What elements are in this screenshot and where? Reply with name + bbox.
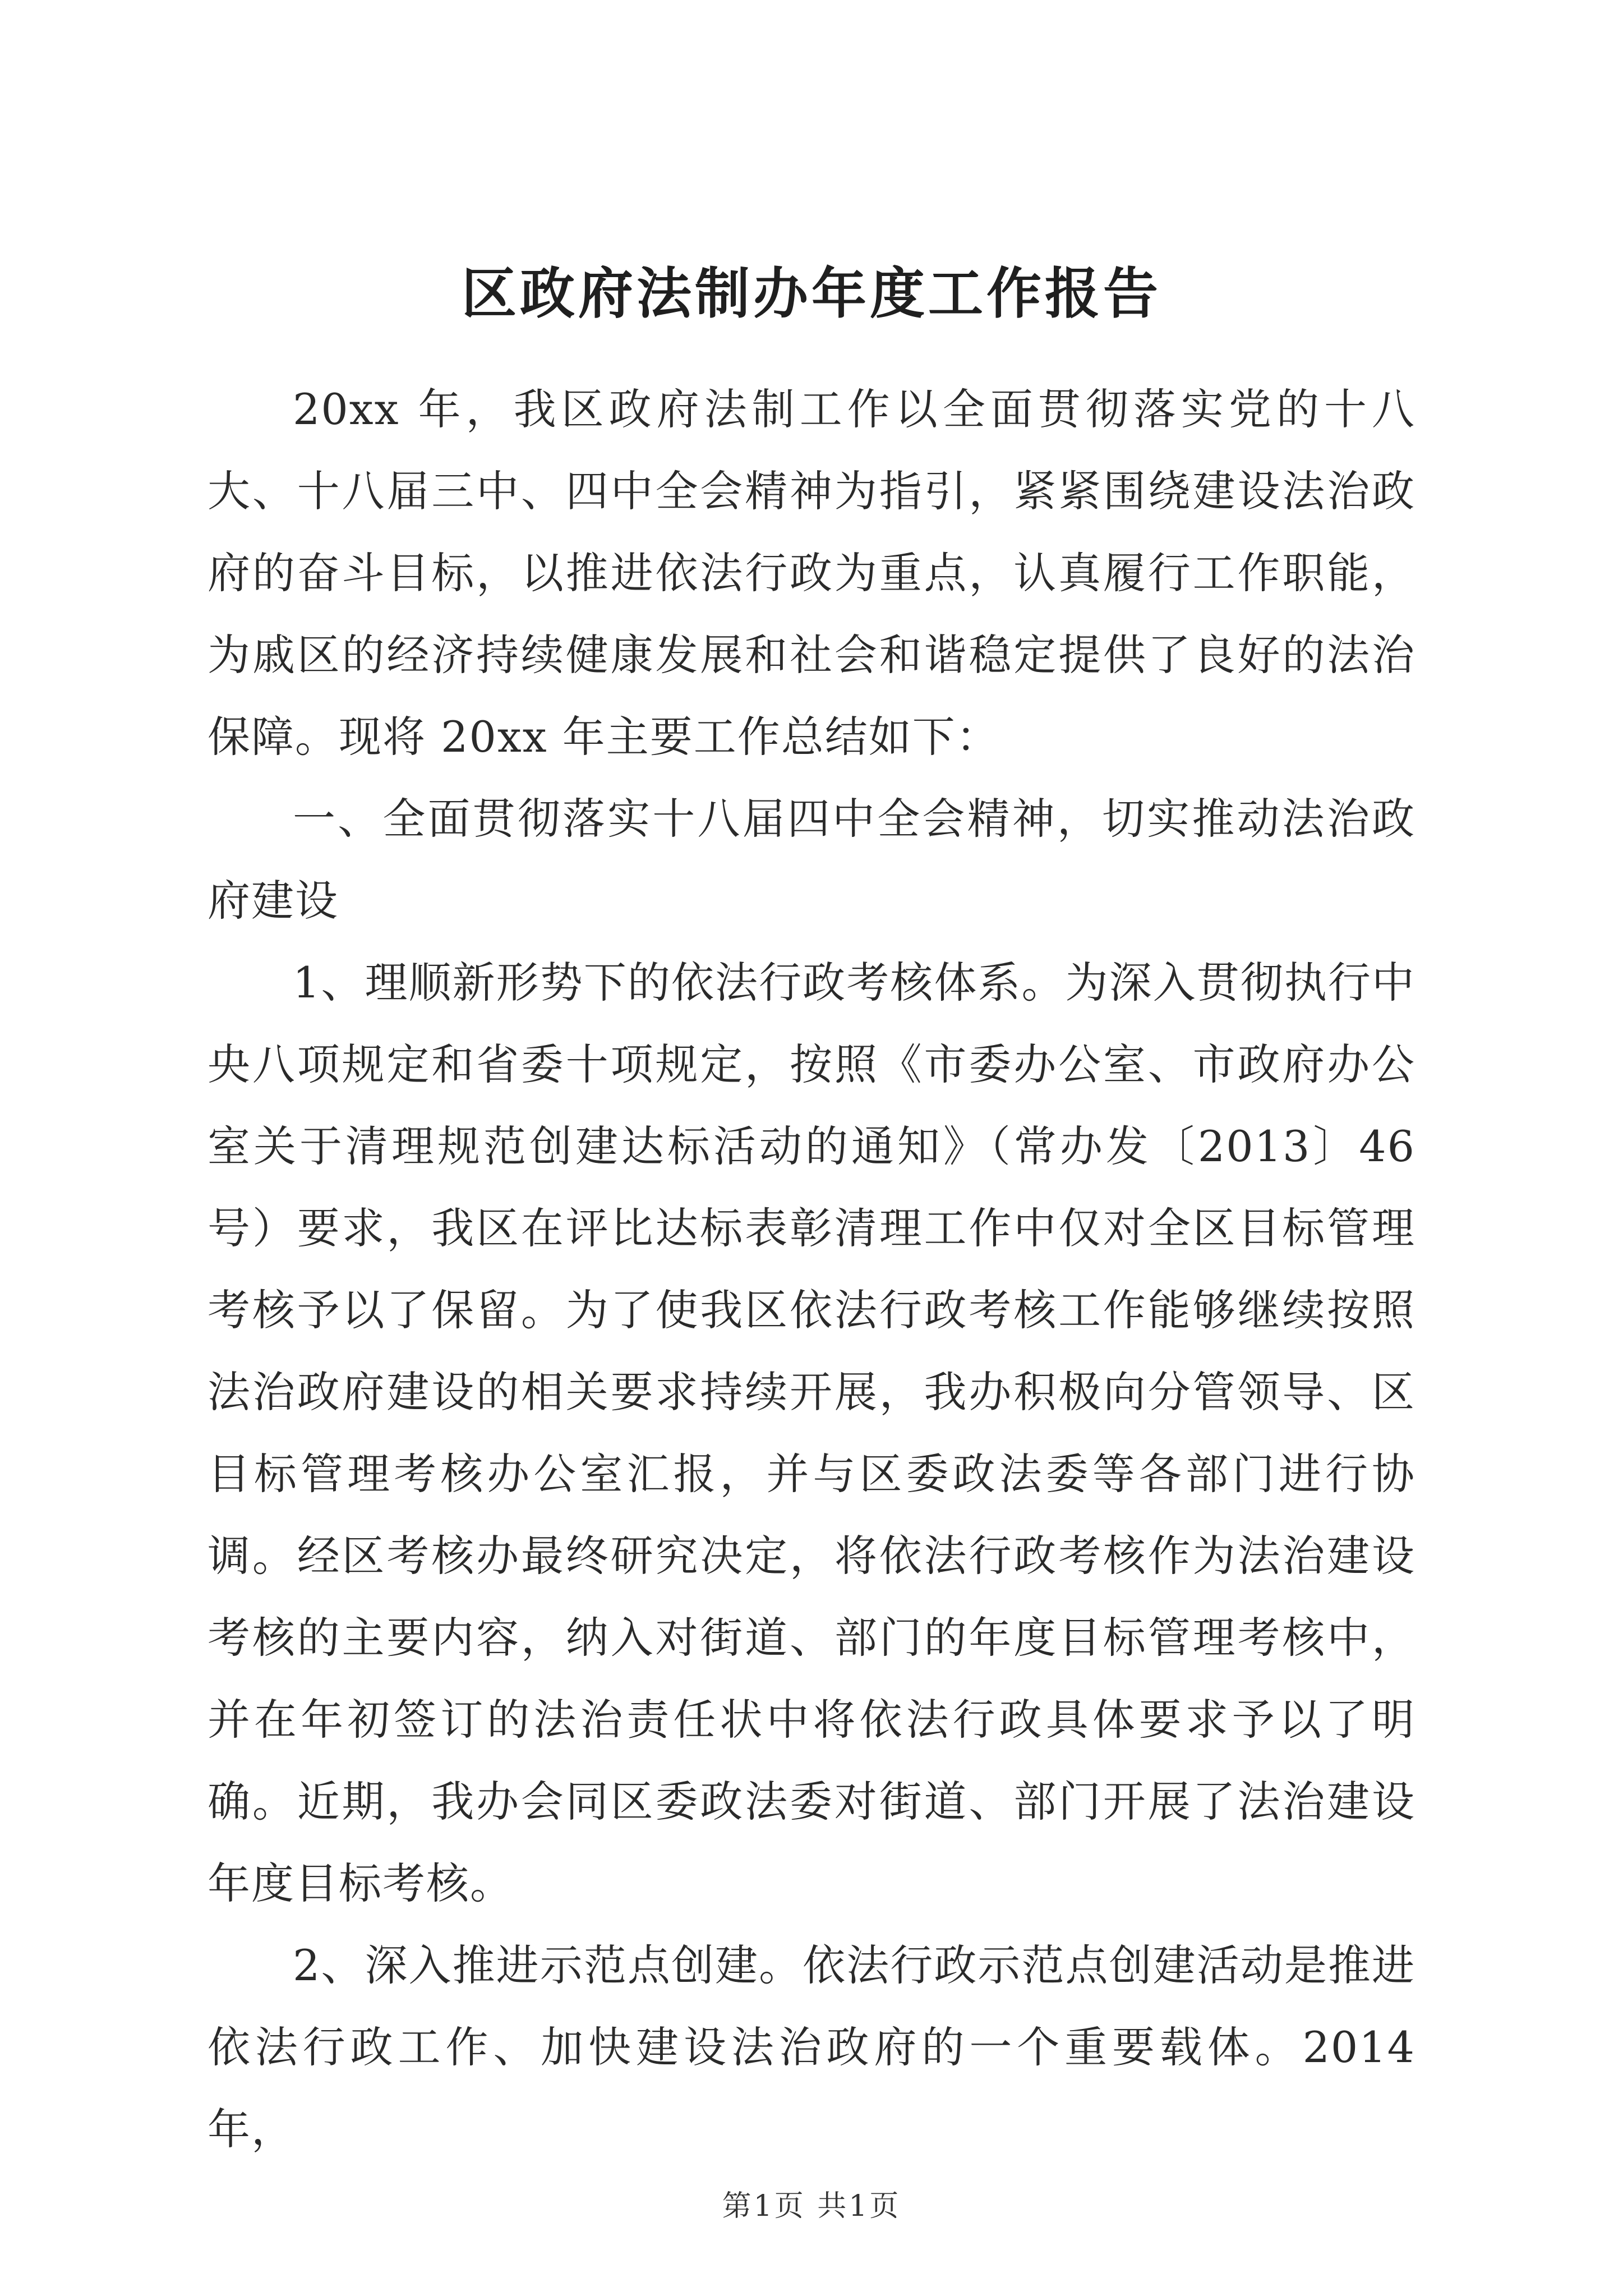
page-footer: 第1页 共1页 [722, 2189, 901, 2223]
paragraph-item-2: 2、深入推进示范点创建。依法行政示范点创建活动是推进依法行政工作、加快建设法治政府的一个重要载体。2014 年， [208, 1940, 1415, 2155]
paragraph-section-heading-1: 一、全面贯彻落实十八届四中全会精神，切实推动法治政府建设 [208, 794, 1415, 926]
paragraph-item-1: 1、理顺新形势下的依法行政考核体系。为深入贯彻执行中央八项规定和省委十项规定，按照《市委办公室、市政府办公室关于清理规范创建达标活动的通知》（常办发〔2013〕46 号）要求，我区在评比达标表彰清理工作中仅对全区目标管理考核予以了保留。为了使我区依法行政考核工作能够继续按照法治政府建设的相关要求持续开展，我办积极向分管领导、区目标管理考核办公室汇报，并与区委政法委等各部门进行协调。经区考核办最终研究决定，将依法行政考核作为法治建设考核的主要内容，纳入对街道、部门的年度目标管理考核中，并在年初签订的法治责任状中将依法行政具体要求予以了明确。近期，我办会同区委政法委对街道、部门开展了法治建设年度目标考核。 [208, 958, 1415, 1909]
document-title: 区政府法制办年度工作报告 [461, 261, 1161, 326]
paragraph-intro: 20xx 年，我区政府法制工作以全面贯彻落实党的十八大、十八届三中、四中全会精神为指引，紧紧围绕建设法治政府的奋斗目标，以推进依法行政为重点，认真履行工作职能，为戚区的经济持续健康发展和社会和谐稳定提供了良好的法治保障。现将 20xx 年主要工作总结如下： [208, 384, 1415, 762]
